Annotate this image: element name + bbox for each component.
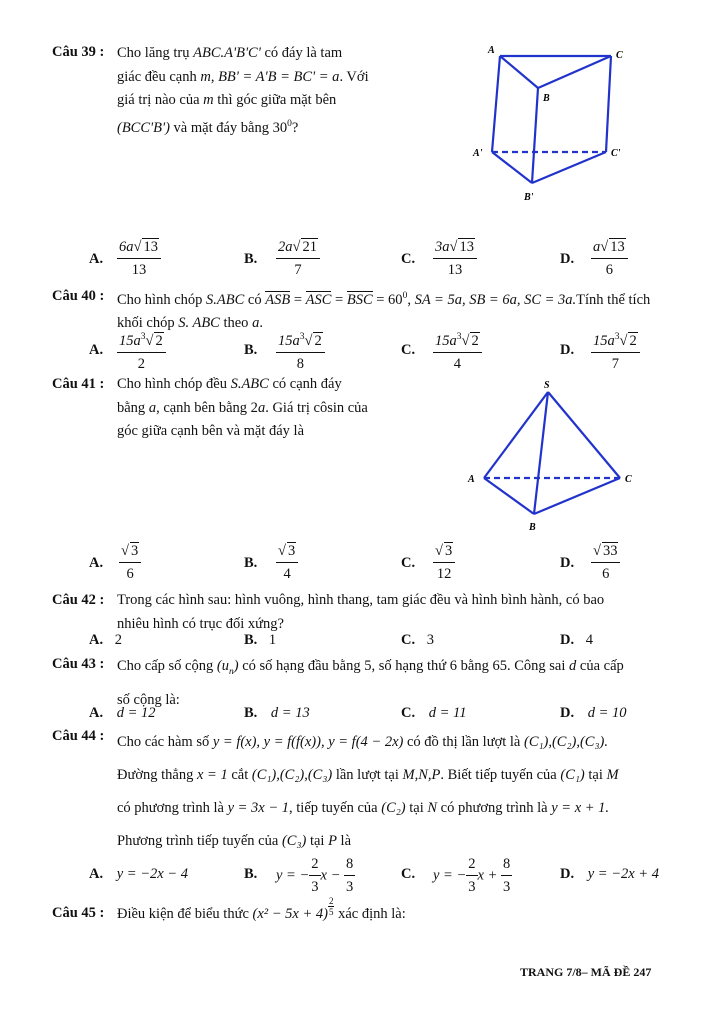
q41-option-B[interactable]: B. xyxy=(244,555,258,571)
q40-option-D-value: $\frac{15a^3√ 2}{7}$ xyxy=(591,332,640,373)
q39-option-B[interactable]: B. xyxy=(244,251,258,267)
question-42-text: Trong các hình sau: hình vuông, hình thang, tam giác đều và hình bình hành, có bao nhiêu hình có trục đối xứng? xyxy=(117,592,605,632)
question-40-label: Câu 40 : xyxy=(52,288,105,304)
pyramid-label-B: B xyxy=(529,522,536,533)
q43-option-D[interactable]: D. d = 10 xyxy=(560,705,627,721)
question-41-label: Câu 41 : xyxy=(52,376,105,392)
question-40-text: Cho hình chóp S.ABC có ASB = ASC = BSC = $60^0$, SA = 5a, SB = 6a, SC = 3a.Tính thể tích khối chóp S. ABC theo a. xyxy=(117,291,651,332)
pyramid-label-C: C xyxy=(625,474,632,485)
q39-option-D[interactable]: D. xyxy=(560,251,575,267)
prism-label-B1: B' xyxy=(524,192,534,203)
question-42-options xyxy=(89,632,689,652)
question-41-text: Cho hình chóp đều S.ABC có cạnh đáy bằng a, cạnh bên bằng 2a. Giá trị côsin của góc giữa cạnh bên và mặt đáy là xyxy=(117,376,368,439)
q42-option-D[interactable]: D. 4 xyxy=(560,632,593,648)
question-44-label: Câu 44 : xyxy=(52,728,105,744)
question-41-options xyxy=(89,543,689,589)
prism-label-C1: C' xyxy=(611,148,621,159)
prism-label-A1: A' xyxy=(473,148,483,159)
q42-option-A[interactable]: A. 2 xyxy=(89,632,122,648)
q40-option-C-value: $\frac{15a^3√ 2}{4}$ xyxy=(433,332,482,373)
prism-label-A: A xyxy=(488,45,495,56)
prism-figure xyxy=(466,38,636,208)
page-footer: TRANG 7/8– MÃ ĐỀ 247 xyxy=(520,965,652,979)
question-43-options xyxy=(89,705,689,725)
q44-option-C-value: y = − $\frac{2}{3}$ x + $\frac{8}{3}$ xyxy=(433,856,511,895)
q39-option-C[interactable]: C. xyxy=(401,251,416,267)
q42-option-B[interactable]: B. 1 xyxy=(244,632,277,648)
q39-option-B-value: $\frac{2a√ 21}{7}$ xyxy=(276,239,320,279)
question-45-text: Điều kiện để biểu thức (x² − 5x + 4) $\frac{2}{5}$ xác định là: xyxy=(117,896,406,922)
q39-option-A-value: $\frac{6a√ 13}{13}$ xyxy=(117,239,161,279)
q44-option-A[interactable]: A. y = −2x − 4 xyxy=(89,866,188,882)
q40-option-D[interactable]: D. xyxy=(560,342,575,358)
q41-option-C-value: $\frac{√ 3}{12}$ xyxy=(433,543,455,583)
q39-option-C-value: $\frac{3a√ 13}{13}$ xyxy=(433,239,477,279)
q44-option-B[interactable]: B. xyxy=(244,866,258,882)
q43-option-C[interactable]: C. d = 11 xyxy=(401,705,467,721)
q44-option-C[interactable]: C. xyxy=(401,866,416,882)
pyramid-label-S: S xyxy=(544,380,550,391)
q40-option-C[interactable]: C. xyxy=(401,342,416,358)
q42-option-C[interactable]: C. 3 xyxy=(401,632,434,648)
q39-option-D-value: $\frac{a√ 13}{6}$ xyxy=(591,239,628,279)
q40-option-B[interactable]: B. xyxy=(244,342,258,358)
q40-option-A[interactable]: A. xyxy=(89,342,104,358)
q39-option-A[interactable]: A. xyxy=(89,251,104,267)
q43-option-A[interactable]: A. d = 12 xyxy=(89,705,156,721)
question-45-label: Câu 45 : xyxy=(52,905,105,921)
q40-option-B-value: $\frac{15a^3√ 2}{8}$ xyxy=(276,332,325,373)
q41-option-D[interactable]: D. xyxy=(560,555,575,571)
question-40-options xyxy=(89,332,689,376)
question-44-text: Cho các hàm số y = f(x), y = f(f(x)), y = f(4 − 2x) có đồ thị lần lượt là (C₁),(C₂),(C₃). Đường thẳng x = 1 cắt (C₁),(C₂),(C₃) lần lượt tại M,N,P. Biết tiếp tuyến của (C₁) tại M có phương trình là y = 3x − 1, tiếp tuyến của (C₂) tại N có phương trình là y = x + 1. Phương trình tiếp tuyến của (C₃) tại P là xyxy=(117,734,619,849)
question-43-label: Câu 43 : xyxy=(52,656,105,672)
pyramid-label-A: A xyxy=(468,474,475,485)
question-42-label: Câu 42 : xyxy=(52,592,105,608)
pyramid-figure xyxy=(462,376,642,536)
q44-option-D[interactable]: D. y = −2x + 4 xyxy=(560,866,659,882)
q40-option-A-value: $\frac{15a^3√ 2}{2}$ xyxy=(117,332,166,373)
prism-label-B: B xyxy=(543,93,550,104)
question-44-options xyxy=(89,856,689,902)
q41-option-A[interactable]: A. xyxy=(89,555,104,571)
question-39-label: Câu 39 : xyxy=(52,44,105,60)
question-39-options xyxy=(89,239,689,285)
q41-option-C[interactable]: C. xyxy=(401,555,416,571)
q44-option-B-value: y = − $\frac{2}{3}$ x − $\frac{8}{3}$ xyxy=(276,856,354,895)
q41-option-D-value: $\frac{√ 33}{6}$ xyxy=(591,543,620,583)
q43-option-B[interactable]: B. d = 13 xyxy=(244,705,310,721)
question-39-text: Cho lăng trụ ABC.A'B'C' có đáy là tam giác đều cạnh m, BB' = A'B = BC' = a. Với giá trị nào của m thì góc giữa mặt bên (BCC'B') và mặt đáy bằng $30^0$? xyxy=(117,45,369,136)
q41-option-B-value: $\frac{√ 3}{4}$ xyxy=(276,543,298,583)
prism-label-C: C xyxy=(616,50,623,61)
question-43-text: Cho cấp số cộng $(u_n)$ có số hạng đầu bằng 5, số hạng thứ 6 bằng 65. Công sai d của cấp số cộng là: xyxy=(117,658,624,708)
q41-option-A-value: $\frac{√ 3}{6}$ xyxy=(119,543,141,583)
